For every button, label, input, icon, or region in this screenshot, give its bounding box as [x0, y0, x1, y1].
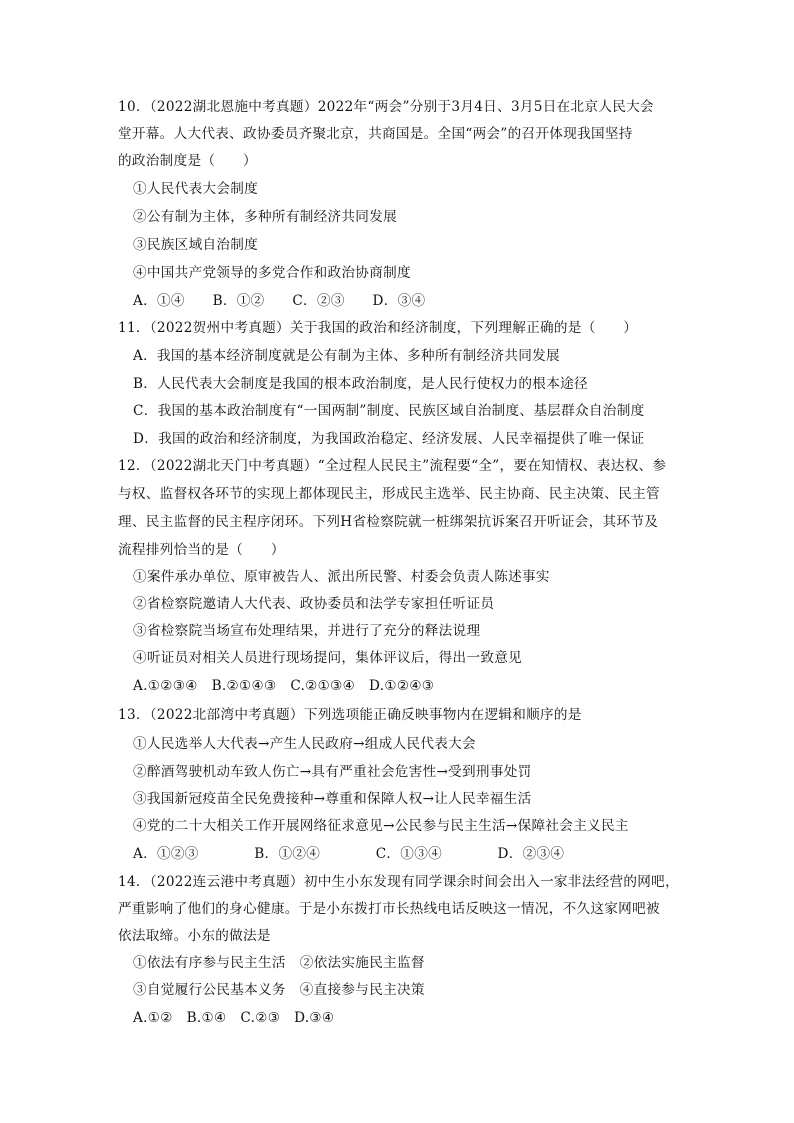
q14-answer-choices: A.①② B.①④ C.②③ D.③④ [133, 1010, 335, 1026]
q11-choice-b: B．人民代表大会制度是我国的根本政治制度，是人民行使权力的根本途径 [133, 376, 588, 392]
q14-stem-line-3: 依法取缔。小东的做法是 [118, 928, 271, 944]
q11-choice-d: D．我国的政治和经济制度，为我国政治稳定、经济发展、人民幸福提供了唯一保证 [133, 431, 645, 447]
q10-option-4: ④中国共产党领导的多党合作和政治协商制度 [133, 265, 411, 281]
q10-stem-line-2: 堂开幕。人大代表、政协委员齐聚北京，共商国是。全国“两会”的召开体现我国坚持 [118, 126, 633, 142]
q10-option-2: ②公有制为主体，多种所有制经济共同发展 [133, 209, 397, 225]
q14-option-row-1: ①依法有序参与民主生活 ②依法实施民主监督 [133, 955, 425, 971]
q13-option-3: ③我国新冠疫苗全民免费接种→尊重和保障人权→让人民幸福生活 [133, 791, 532, 807]
q10-stem-line-1: 10．（2022湖北恩施中考真题）2022年“两会”分别于3月4日、3月5日在北京人民大会 [118, 99, 654, 115]
q10-stem-line-3: 的政治制度是（ ） [118, 153, 257, 169]
q13-answer-choices: A．①②③ B．①②④ C．①③④ D．②③④ [133, 846, 565, 862]
q12-option-3: ③省检察院当场宣布处理结果，并进行了充分的释法说理 [133, 623, 481, 639]
q12-stem-line-4: 流程排列恰当的是（ ） [118, 542, 285, 558]
q13-stem: 13．（2022北部湾中考真题）下列选项能正确反映事物内在逻辑和顺序的是 [118, 707, 582, 723]
q14-option-row-2: ③自觉履行公民基本义务 ④直接参与民主决策 [133, 982, 425, 998]
q11-stem: 11．（2022贺州中考真题）关于我国的政治和经济制度，下列理解正确的是（ ） [118, 320, 638, 336]
q10-option-3: ③民族区域自治制度 [133, 237, 259, 253]
q12-option-2: ②省检察院邀请人大代表、政协委员和法学专家担任听证员 [133, 596, 495, 612]
q12-stem-line-1: 12．（2022湖北天门中考真题）“全过程人民民主”流程要“全”，要在知情权、表达权、参 [118, 458, 667, 474]
q11-choice-c: C．我国的基本政治制度有“一国两制”制度、民族区域自治制度、基层群众自治制度 [133, 403, 645, 419]
q12-option-1: ①案件承办单位、原审被告人、派出所民警、村委会负责人陈述事实 [133, 569, 550, 585]
q12-option-4: ④听证员对相关人员进行现场提问，集体评议后，得出一致意见 [133, 650, 523, 666]
q13-option-2: ②醉酒驾驶机动车致人伤亡→具有严重社会危害性→受到刑事处罚 [133, 764, 532, 780]
q12-stem-line-2: 与权、监督权各环节的实现上都体现民主，形成民主选举、民主协商、民主决策、民主管 [118, 486, 660, 502]
q14-stem-line-1: 14．（2022连云港中考真题）初中生小东发现有同学课余时间会出入一家非法经营的网吧， [118, 874, 679, 890]
q10-option-1: ①人民代表大会制度 [133, 181, 259, 197]
q11-choice-a: A．我国的基本经济制度就是公有制为主体、多种所有制经济共同发展 [133, 348, 560, 364]
q13-option-4: ④党的二十大相关工作开展网络征求意见→公民参与民主生活→保障社会主义民主 [133, 818, 629, 834]
q13-option-1: ①人民选举人大代表→产生人民政府→组成人民代表大会 [133, 736, 476, 752]
q12-stem-line-3: 理、民主监督的民主程序闭环。下列H省检察院就一桩绑架抗诉案召开听证会，其环节及 [118, 514, 659, 530]
q10-answer-choices: A．①④ B．①② C．②③ D．③④ [133, 293, 426, 309]
q12-answer-choices: A.①②③④ B.②①④③ C.②①③④ D.①②④③ [133, 678, 435, 694]
q14-stem-line-2: 严重影响了他们的身心健康。于是小东拨打市长热线电话反映这一情况，不久这家网吧被 [118, 901, 660, 917]
